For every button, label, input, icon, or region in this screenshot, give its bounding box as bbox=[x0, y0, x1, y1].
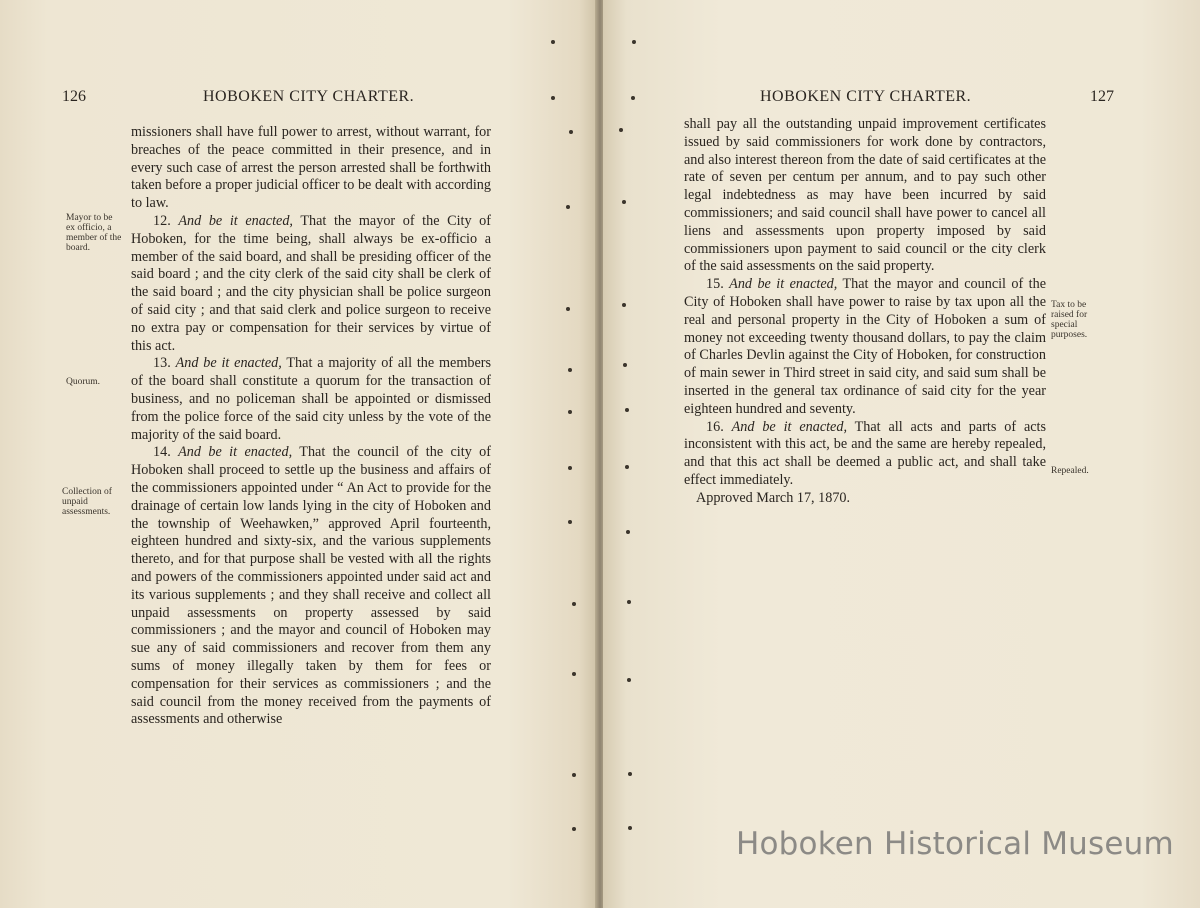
page-number-right: 127 bbox=[1090, 88, 1114, 105]
paragraph-continued: shall pay all the outstanding unpaid improvement certificates issued by said commissioners for work done by contractors, and also interest thereon from the date of said certificates at the rate of seven per centum per annum, and to pay such other legal indebtedness as may have been incurred by said commissioners; and said council shall have power to cancel all liens and assessments upon property imposed by said commissioners upon payment to said council or the city clerk of the said assessments on the said property. bbox=[684, 116, 1046, 275]
section-16 bbox=[684, 419, 1046, 490]
binding-hole bbox=[625, 465, 629, 469]
binding-hole bbox=[627, 678, 631, 682]
margin-note-mayor: Mayor to be ex officio, a member of the board. bbox=[66, 213, 122, 253]
margin-note-collection: Collection of unpaid assessments. bbox=[62, 487, 112, 517]
section-number: 13. bbox=[153, 355, 171, 372]
binding-hole bbox=[551, 96, 555, 100]
section-text: That all acts and parts of acts inconsistent with this act, be and the same are hereby repealed, and that this act shall be deemed a public act, and shall take effect immediately. bbox=[684, 418, 1046, 488]
paragraph-continued: missioners shall have full power to arrest, without warrant, for breaches of the peace committed in their presence, and in every such case of arrest the person arrested shall be forthwith taken before a proper judicial officer to be dealt with according to law. bbox=[131, 124, 491, 212]
section-text: That the mayor of the City of Hoboken, for the time being, shall always be ex-officio a member of the said board, and shall be presiding officer of the said board ; and the city clerk of the said city shall be clerk of the said board ; and the city physician shall be police surgeon of said city ; and that said clerk and police surgeon to receive no extra pay or compensation for their services by virtue of this act. bbox=[131, 212, 491, 354]
binding-hole bbox=[568, 520, 572, 524]
binding-hole bbox=[631, 96, 635, 100]
binding-hole bbox=[566, 205, 570, 209]
binding-hole bbox=[619, 128, 623, 132]
binding-hole bbox=[572, 672, 576, 676]
running-head-left: HOBOKEN CITY CHARTER. bbox=[203, 88, 415, 105]
section-number: 15. bbox=[706, 276, 724, 293]
binding-hole bbox=[568, 368, 572, 372]
binding-hole bbox=[572, 827, 576, 831]
museum-watermark: Hoboken Historical Museum bbox=[736, 826, 1174, 862]
binding-hole bbox=[623, 363, 627, 367]
section-number: 14. bbox=[153, 444, 171, 461]
binding-hole bbox=[566, 307, 570, 311]
section-15 bbox=[684, 276, 1046, 418]
approval-date: Approved March 17, 1870. bbox=[696, 489, 851, 506]
section-13 bbox=[131, 355, 491, 444]
binding-hole bbox=[622, 200, 626, 204]
section-number: 16. bbox=[706, 418, 724, 435]
binding-hole bbox=[568, 410, 572, 414]
enacting-clause: And be it enacted, bbox=[178, 212, 293, 229]
text-column-right bbox=[684, 116, 1046, 508]
binding-hole bbox=[569, 130, 573, 134]
page-number-left: 126 bbox=[62, 88, 86, 105]
binding-hole bbox=[622, 303, 626, 307]
binding-hole bbox=[572, 773, 576, 777]
section-number: 12. bbox=[153, 212, 171, 229]
binding-hole bbox=[626, 530, 630, 534]
section-text: That a majority of all the members of the board shall constitute a quorum for the transaction of business, and no policeman shall be appointed or dismissed from the police force of the said city unless by the vote of the majority of the said board. bbox=[131, 355, 492, 443]
left-page bbox=[0, 0, 597, 908]
section-12 bbox=[131, 213, 491, 355]
binding-hole bbox=[572, 602, 576, 606]
binding-hole bbox=[568, 466, 572, 470]
text-column-left bbox=[131, 124, 491, 729]
section-text: That the mayor and council of the City of Hoboken shall have power to raise by tax upon all the real and personal property in the City of Hoboken a sum of money not exceeding twenty thousand dollars, to pay the claim of Charles Devlin against the City of Hoboken, for construction of main sewer in Third street in said city, and said sum shall be inserted in the general tax ordinance of said city for the year eighteen hundred and seventy. bbox=[684, 276, 1047, 417]
binding-hole bbox=[627, 600, 631, 604]
binding-hole bbox=[551, 40, 555, 44]
enacting-clause: And be it enacted, bbox=[731, 418, 847, 435]
binding-hole bbox=[625, 408, 629, 412]
right-page bbox=[603, 0, 1200, 908]
margin-note-quorum: Quorum. bbox=[66, 377, 101, 387]
binding-hole bbox=[632, 40, 636, 44]
enacting-clause: And be it enacted, bbox=[178, 444, 293, 461]
enacting-clause: And be it enacted, bbox=[729, 276, 838, 293]
binding-hole bbox=[628, 826, 632, 830]
margin-note-tax: Tax to be raised for special purposes. bbox=[1051, 300, 1088, 340]
binding-hole bbox=[628, 772, 632, 776]
running-head-right: HOBOKEN CITY CHARTER. bbox=[760, 88, 972, 105]
section-text: That the council of the city of Hoboken shall proceed to settle up the business and affairs of the commissioners appointed under “ An Act to provide for the drainage of certain low lands lying in the city of Hoboken and the township of Weehawken,” approved April fourteenth, eighteen hundred and sixty-six, and the various supplements thereto, and for that purpose shall be vested with all the rights and powers of the commissioners appointed under said act and its various supplements ; and they shall receive and collect all unpaid assessments on property assessed by said commissioners ; and the mayor and council of Hoboken may sue any of said commissioners and recover from them any sums of money illegally taken by them for fees or compensation for their services as commissioners ; and the said council from the money received from the payments of assessments and otherwise bbox=[131, 444, 492, 728]
margin-note-repealed: Repealed. bbox=[1051, 466, 1089, 476]
section-14 bbox=[131, 444, 491, 729]
enacting-clause: And be it enacted, bbox=[175, 355, 282, 372]
